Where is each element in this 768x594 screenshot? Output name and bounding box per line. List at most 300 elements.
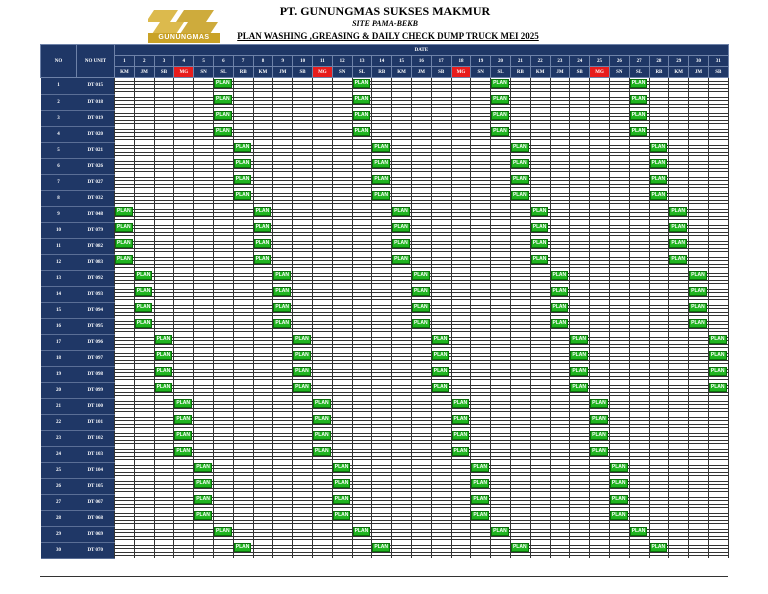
schedule-cell[interactable] — [431, 382, 451, 398]
schedule-cell[interactable] — [649, 222, 669, 238]
schedule-cell[interactable] — [392, 318, 412, 334]
schedule-cell[interactable] — [629, 462, 649, 478]
schedule-cell[interactable] — [570, 94, 590, 110]
schedule-cell[interactable] — [392, 126, 412, 142]
schedule-cell[interactable] — [194, 526, 214, 542]
schedule-cell[interactable] — [708, 78, 728, 95]
schedule-cell[interactable] — [550, 286, 570, 302]
schedule-cell[interactable] — [115, 254, 135, 270]
schedule-cell[interactable] — [550, 510, 570, 526]
schedule-cell[interactable] — [332, 414, 352, 430]
schedule-cell[interactable] — [689, 302, 709, 318]
schedule-cell[interactable] — [213, 478, 233, 494]
schedule-cell[interactable] — [609, 78, 629, 95]
schedule-cell[interactable] — [372, 78, 392, 95]
schedule-cell[interactable] — [213, 462, 233, 478]
schedule-cell[interactable] — [134, 238, 154, 254]
schedule-cell[interactable] — [392, 254, 412, 270]
schedule-cell[interactable] — [411, 462, 431, 478]
schedule-cell[interactable] — [293, 334, 313, 350]
schedule-cell[interactable] — [530, 510, 550, 526]
schedule-cell[interactable] — [708, 158, 728, 174]
schedule-cell[interactable] — [590, 446, 610, 462]
schedule-cell[interactable] — [669, 174, 689, 190]
schedule-cell[interactable] — [669, 126, 689, 142]
schedule-cell[interactable] — [411, 190, 431, 206]
schedule-cell[interactable] — [312, 398, 332, 414]
schedule-cell[interactable] — [392, 366, 412, 382]
schedule-cell[interactable] — [372, 126, 392, 142]
schedule-cell[interactable] — [352, 366, 372, 382]
schedule-cell[interactable] — [174, 94, 194, 110]
schedule-cell[interactable] — [392, 510, 412, 526]
schedule-cell[interactable] — [154, 78, 174, 95]
schedule-cell[interactable] — [273, 366, 293, 382]
schedule-cell[interactable] — [649, 462, 669, 478]
schedule-cell[interactable] — [689, 126, 709, 142]
schedule-cell[interactable] — [352, 238, 372, 254]
schedule-cell[interactable] — [471, 462, 491, 478]
schedule-cell[interactable] — [372, 334, 392, 350]
schedule-cell[interactable] — [510, 222, 530, 238]
schedule-cell[interactable] — [312, 414, 332, 430]
schedule-cell[interactable] — [471, 318, 491, 334]
schedule-cell[interactable] — [530, 430, 550, 446]
schedule-cell[interactable] — [194, 334, 214, 350]
schedule-cell[interactable] — [372, 174, 392, 190]
schedule-cell[interactable] — [530, 110, 550, 126]
schedule-cell[interactable] — [570, 318, 590, 334]
schedule-cell[interactable] — [530, 350, 550, 366]
schedule-cell[interactable] — [669, 494, 689, 510]
schedule-cell[interactable] — [154, 430, 174, 446]
schedule-cell[interactable] — [530, 526, 550, 542]
schedule-cell[interactable] — [590, 494, 610, 510]
schedule-cell[interactable] — [431, 414, 451, 430]
schedule-cell[interactable] — [312, 142, 332, 158]
schedule-cell[interactable] — [115, 542, 135, 558]
schedule-cell[interactable] — [194, 222, 214, 238]
schedule-cell[interactable] — [411, 366, 431, 382]
schedule-cell[interactable] — [174, 350, 194, 366]
schedule-cell[interactable] — [253, 414, 273, 430]
schedule-cell[interactable] — [431, 270, 451, 286]
schedule-cell[interactable] — [253, 478, 273, 494]
schedule-cell[interactable] — [372, 142, 392, 158]
schedule-cell[interactable] — [708, 510, 728, 526]
schedule-cell[interactable] — [392, 206, 412, 222]
schedule-cell[interactable] — [530, 302, 550, 318]
schedule-cell[interactable] — [352, 494, 372, 510]
schedule-cell[interactable] — [273, 510, 293, 526]
schedule-cell[interactable] — [669, 334, 689, 350]
schedule-cell[interactable] — [451, 286, 471, 302]
schedule-cell[interactable] — [312, 190, 332, 206]
schedule-cell[interactable] — [273, 286, 293, 302]
schedule-cell[interactable] — [233, 190, 253, 206]
schedule-cell[interactable] — [233, 158, 253, 174]
schedule-cell[interactable] — [134, 94, 154, 110]
schedule-cell[interactable] — [134, 254, 154, 270]
schedule-cell[interactable] — [708, 318, 728, 334]
schedule-cell[interactable] — [491, 222, 511, 238]
schedule-cell[interactable] — [154, 366, 174, 382]
schedule-cell[interactable] — [372, 94, 392, 110]
schedule-cell[interactable] — [649, 238, 669, 254]
schedule-cell[interactable] — [332, 110, 352, 126]
schedule-cell[interactable] — [213, 414, 233, 430]
schedule-cell[interactable] — [134, 414, 154, 430]
schedule-cell[interactable] — [253, 190, 273, 206]
schedule-cell[interactable] — [273, 398, 293, 414]
schedule-cell[interactable] — [134, 126, 154, 142]
schedule-cell[interactable] — [609, 494, 629, 510]
schedule-cell[interactable] — [115, 382, 135, 398]
schedule-cell[interactable] — [550, 398, 570, 414]
schedule-cell[interactable] — [609, 318, 629, 334]
schedule-cell[interactable] — [233, 222, 253, 238]
schedule-cell[interactable] — [451, 142, 471, 158]
schedule-cell[interactable] — [629, 366, 649, 382]
schedule-cell[interactable] — [689, 238, 709, 254]
schedule-cell[interactable] — [570, 190, 590, 206]
schedule-cell[interactable] — [590, 318, 610, 334]
schedule-cell[interactable] — [530, 190, 550, 206]
schedule-cell[interactable] — [253, 94, 273, 110]
schedule-cell[interactable] — [372, 238, 392, 254]
schedule-cell[interactable] — [609, 222, 629, 238]
schedule-cell[interactable] — [411, 334, 431, 350]
schedule-cell[interactable] — [411, 510, 431, 526]
schedule-cell[interactable] — [372, 350, 392, 366]
schedule-cell[interactable] — [689, 206, 709, 222]
schedule-cell[interactable] — [273, 430, 293, 446]
schedule-cell[interactable] — [213, 126, 233, 142]
schedule-cell[interactable] — [115, 318, 135, 334]
schedule-cell[interactable] — [570, 158, 590, 174]
schedule-cell[interactable] — [372, 430, 392, 446]
schedule-cell[interactable] — [471, 190, 491, 206]
schedule-cell[interactable] — [649, 318, 669, 334]
schedule-cell[interactable] — [471, 542, 491, 558]
schedule-cell[interactable] — [372, 446, 392, 462]
schedule-cell[interactable] — [154, 238, 174, 254]
schedule-cell[interactable] — [273, 318, 293, 334]
schedule-cell[interactable] — [194, 206, 214, 222]
schedule-cell[interactable] — [233, 478, 253, 494]
schedule-cell[interactable] — [194, 254, 214, 270]
schedule-cell[interactable] — [372, 414, 392, 430]
schedule-cell[interactable] — [233, 254, 253, 270]
schedule-cell[interactable] — [609, 174, 629, 190]
schedule-cell[interactable] — [293, 206, 313, 222]
schedule-cell[interactable] — [708, 94, 728, 110]
schedule-cell[interactable] — [213, 110, 233, 126]
schedule-cell[interactable] — [253, 126, 273, 142]
schedule-cell[interactable] — [629, 526, 649, 542]
schedule-cell[interactable] — [649, 334, 669, 350]
schedule-cell[interactable] — [312, 174, 332, 190]
schedule-cell[interactable] — [293, 270, 313, 286]
schedule-cell[interactable] — [293, 94, 313, 110]
schedule-cell[interactable] — [451, 510, 471, 526]
schedule-cell[interactable] — [649, 366, 669, 382]
schedule-cell[interactable] — [609, 542, 629, 558]
schedule-cell[interactable] — [134, 158, 154, 174]
schedule-cell[interactable] — [253, 382, 273, 398]
schedule-cell[interactable] — [708, 254, 728, 270]
schedule-cell[interactable] — [352, 318, 372, 334]
schedule-cell[interactable] — [590, 526, 610, 542]
schedule-cell[interactable] — [689, 430, 709, 446]
schedule-cell[interactable] — [411, 478, 431, 494]
schedule-cell[interactable] — [174, 126, 194, 142]
schedule-cell[interactable] — [332, 174, 352, 190]
schedule-cell[interactable] — [233, 238, 253, 254]
schedule-cell[interactable] — [431, 334, 451, 350]
schedule-cell[interactable] — [491, 302, 511, 318]
schedule-cell[interactable] — [174, 478, 194, 494]
schedule-cell[interactable] — [491, 78, 511, 95]
schedule-cell[interactable] — [669, 366, 689, 382]
schedule-cell[interactable] — [115, 366, 135, 382]
schedule-cell[interactable] — [590, 510, 610, 526]
schedule-cell[interactable] — [253, 206, 273, 222]
schedule-cell[interactable] — [471, 286, 491, 302]
schedule-cell[interactable] — [510, 110, 530, 126]
schedule-cell[interactable] — [708, 366, 728, 382]
schedule-cell[interactable] — [293, 430, 313, 446]
schedule-cell[interactable] — [451, 78, 471, 95]
schedule-cell[interactable] — [570, 414, 590, 430]
schedule-cell[interactable] — [115, 78, 135, 95]
schedule-cell[interactable] — [629, 334, 649, 350]
schedule-cell[interactable] — [174, 366, 194, 382]
schedule-cell[interactable] — [273, 126, 293, 142]
schedule-cell[interactable] — [431, 430, 451, 446]
schedule-cell[interactable] — [174, 526, 194, 542]
schedule-cell[interactable] — [708, 398, 728, 414]
schedule-cell[interactable] — [293, 190, 313, 206]
schedule-cell[interactable] — [590, 158, 610, 174]
schedule-cell[interactable] — [570, 238, 590, 254]
schedule-cell[interactable] — [194, 430, 214, 446]
schedule-cell[interactable] — [352, 334, 372, 350]
schedule-cell[interactable] — [451, 350, 471, 366]
schedule-cell[interactable] — [194, 174, 214, 190]
schedule-cell[interactable] — [708, 206, 728, 222]
schedule-cell[interactable] — [530, 126, 550, 142]
schedule-cell[interactable] — [609, 510, 629, 526]
schedule-cell[interactable] — [134, 446, 154, 462]
schedule-cell[interactable] — [530, 542, 550, 558]
schedule-cell[interactable] — [312, 542, 332, 558]
schedule-cell[interactable] — [352, 462, 372, 478]
schedule-cell[interactable] — [233, 430, 253, 446]
schedule-cell[interactable] — [609, 302, 629, 318]
schedule-cell[interactable] — [530, 158, 550, 174]
schedule-cell[interactable] — [609, 414, 629, 430]
schedule-cell[interactable] — [134, 318, 154, 334]
schedule-cell[interactable] — [332, 318, 352, 334]
schedule-cell[interactable] — [312, 126, 332, 142]
schedule-cell[interactable] — [392, 334, 412, 350]
schedule-cell[interactable] — [471, 174, 491, 190]
schedule-cell[interactable] — [154, 398, 174, 414]
schedule-cell[interactable] — [471, 78, 491, 95]
schedule-cell[interactable] — [689, 142, 709, 158]
schedule-cell[interactable] — [233, 126, 253, 142]
schedule-cell[interactable] — [689, 542, 709, 558]
schedule-cell[interactable] — [431, 542, 451, 558]
schedule-cell[interactable] — [312, 494, 332, 510]
schedule-cell[interactable] — [471, 382, 491, 398]
schedule-cell[interactable] — [233, 366, 253, 382]
schedule-cell[interactable] — [590, 398, 610, 414]
schedule-cell[interactable] — [312, 238, 332, 254]
schedule-cell[interactable] — [629, 110, 649, 126]
schedule-cell[interactable] — [154, 526, 174, 542]
schedule-cell[interactable] — [115, 222, 135, 238]
schedule-cell[interactable] — [708, 462, 728, 478]
schedule-cell[interactable] — [510, 478, 530, 494]
schedule-cell[interactable] — [273, 446, 293, 462]
schedule-cell[interactable] — [649, 190, 669, 206]
schedule-cell[interactable] — [491, 510, 511, 526]
schedule-cell[interactable] — [669, 414, 689, 430]
schedule-cell[interactable] — [392, 110, 412, 126]
schedule-cell[interactable] — [550, 494, 570, 510]
schedule-cell[interactable] — [708, 478, 728, 494]
schedule-cell[interactable] — [431, 462, 451, 478]
schedule-cell[interactable] — [332, 238, 352, 254]
schedule-cell[interactable] — [689, 286, 709, 302]
schedule-cell[interactable] — [550, 222, 570, 238]
schedule-cell[interactable] — [293, 286, 313, 302]
schedule-cell[interactable] — [134, 478, 154, 494]
schedule-cell[interactable] — [154, 302, 174, 318]
schedule-cell[interactable] — [570, 526, 590, 542]
schedule-cell[interactable] — [510, 142, 530, 158]
schedule-cell[interactable] — [312, 206, 332, 222]
schedule-cell[interactable] — [431, 94, 451, 110]
schedule-cell[interactable] — [649, 382, 669, 398]
schedule-cell[interactable] — [372, 206, 392, 222]
schedule-cell[interactable] — [510, 334, 530, 350]
schedule-cell[interactable] — [411, 126, 431, 142]
schedule-cell[interactable] — [550, 478, 570, 494]
schedule-cell[interactable] — [154, 222, 174, 238]
schedule-cell[interactable] — [689, 414, 709, 430]
schedule-cell[interactable] — [629, 286, 649, 302]
schedule-cell[interactable] — [154, 174, 174, 190]
schedule-cell[interactable] — [332, 334, 352, 350]
schedule-cell[interactable] — [431, 398, 451, 414]
schedule-cell[interactable] — [372, 398, 392, 414]
schedule-cell[interactable] — [570, 302, 590, 318]
schedule-cell[interactable] — [609, 446, 629, 462]
schedule-cell[interactable] — [431, 302, 451, 318]
schedule-cell[interactable] — [530, 414, 550, 430]
schedule-cell[interactable] — [669, 222, 689, 238]
schedule-cell[interactable] — [372, 270, 392, 286]
schedule-cell[interactable] — [649, 478, 669, 494]
schedule-cell[interactable] — [530, 222, 550, 238]
schedule-cell[interactable] — [134, 398, 154, 414]
schedule-cell[interactable] — [273, 382, 293, 398]
schedule-cell[interactable] — [392, 142, 412, 158]
schedule-cell[interactable] — [372, 494, 392, 510]
schedule-cell[interactable] — [253, 286, 273, 302]
schedule-cell[interactable] — [491, 270, 511, 286]
schedule-cell[interactable] — [293, 174, 313, 190]
schedule-cell[interactable] — [550, 462, 570, 478]
schedule-cell[interactable] — [253, 222, 273, 238]
schedule-cell[interactable] — [411, 238, 431, 254]
schedule-cell[interactable] — [115, 238, 135, 254]
schedule-cell[interactable] — [510, 366, 530, 382]
schedule-cell[interactable] — [253, 446, 273, 462]
schedule-cell[interactable] — [392, 430, 412, 446]
schedule-cell[interactable] — [491, 462, 511, 478]
schedule-cell[interactable] — [312, 446, 332, 462]
schedule-cell[interactable] — [273, 414, 293, 430]
schedule-cell[interactable] — [253, 254, 273, 270]
schedule-cell[interactable] — [332, 494, 352, 510]
schedule-cell[interactable] — [332, 430, 352, 446]
schedule-cell[interactable] — [174, 398, 194, 414]
schedule-cell[interactable] — [451, 238, 471, 254]
schedule-cell[interactable] — [134, 366, 154, 382]
schedule-cell[interactable] — [392, 542, 412, 558]
schedule-cell[interactable] — [451, 190, 471, 206]
schedule-cell[interactable] — [451, 478, 471, 494]
schedule-cell[interactable] — [550, 190, 570, 206]
schedule-cell[interactable] — [491, 142, 511, 158]
schedule-cell[interactable] — [550, 238, 570, 254]
schedule-cell[interactable] — [134, 270, 154, 286]
schedule-cell[interactable] — [649, 542, 669, 558]
schedule-cell[interactable] — [194, 270, 214, 286]
schedule-cell[interactable] — [233, 334, 253, 350]
schedule-cell[interactable] — [174, 286, 194, 302]
schedule-cell[interactable] — [708, 238, 728, 254]
schedule-cell[interactable] — [134, 350, 154, 366]
schedule-cell[interactable] — [273, 190, 293, 206]
schedule-cell[interactable] — [649, 398, 669, 414]
schedule-cell[interactable] — [174, 142, 194, 158]
schedule-cell[interactable] — [510, 494, 530, 510]
schedule-cell[interactable] — [154, 270, 174, 286]
schedule-cell[interactable] — [253, 366, 273, 382]
schedule-cell[interactable] — [154, 446, 174, 462]
schedule-cell[interactable] — [471, 414, 491, 430]
schedule-cell[interactable] — [312, 478, 332, 494]
schedule-cell[interactable] — [352, 478, 372, 494]
schedule-cell[interactable] — [689, 350, 709, 366]
schedule-cell[interactable] — [154, 510, 174, 526]
schedule-cell[interactable] — [649, 110, 669, 126]
schedule-cell[interactable] — [194, 478, 214, 494]
schedule-cell[interactable] — [431, 254, 451, 270]
schedule-cell[interactable] — [352, 526, 372, 542]
schedule-cell[interactable] — [134, 286, 154, 302]
schedule-cell[interactable] — [570, 142, 590, 158]
schedule-cell[interactable] — [233, 270, 253, 286]
schedule-cell[interactable] — [233, 414, 253, 430]
schedule-cell[interactable] — [649, 254, 669, 270]
schedule-cell[interactable] — [629, 270, 649, 286]
